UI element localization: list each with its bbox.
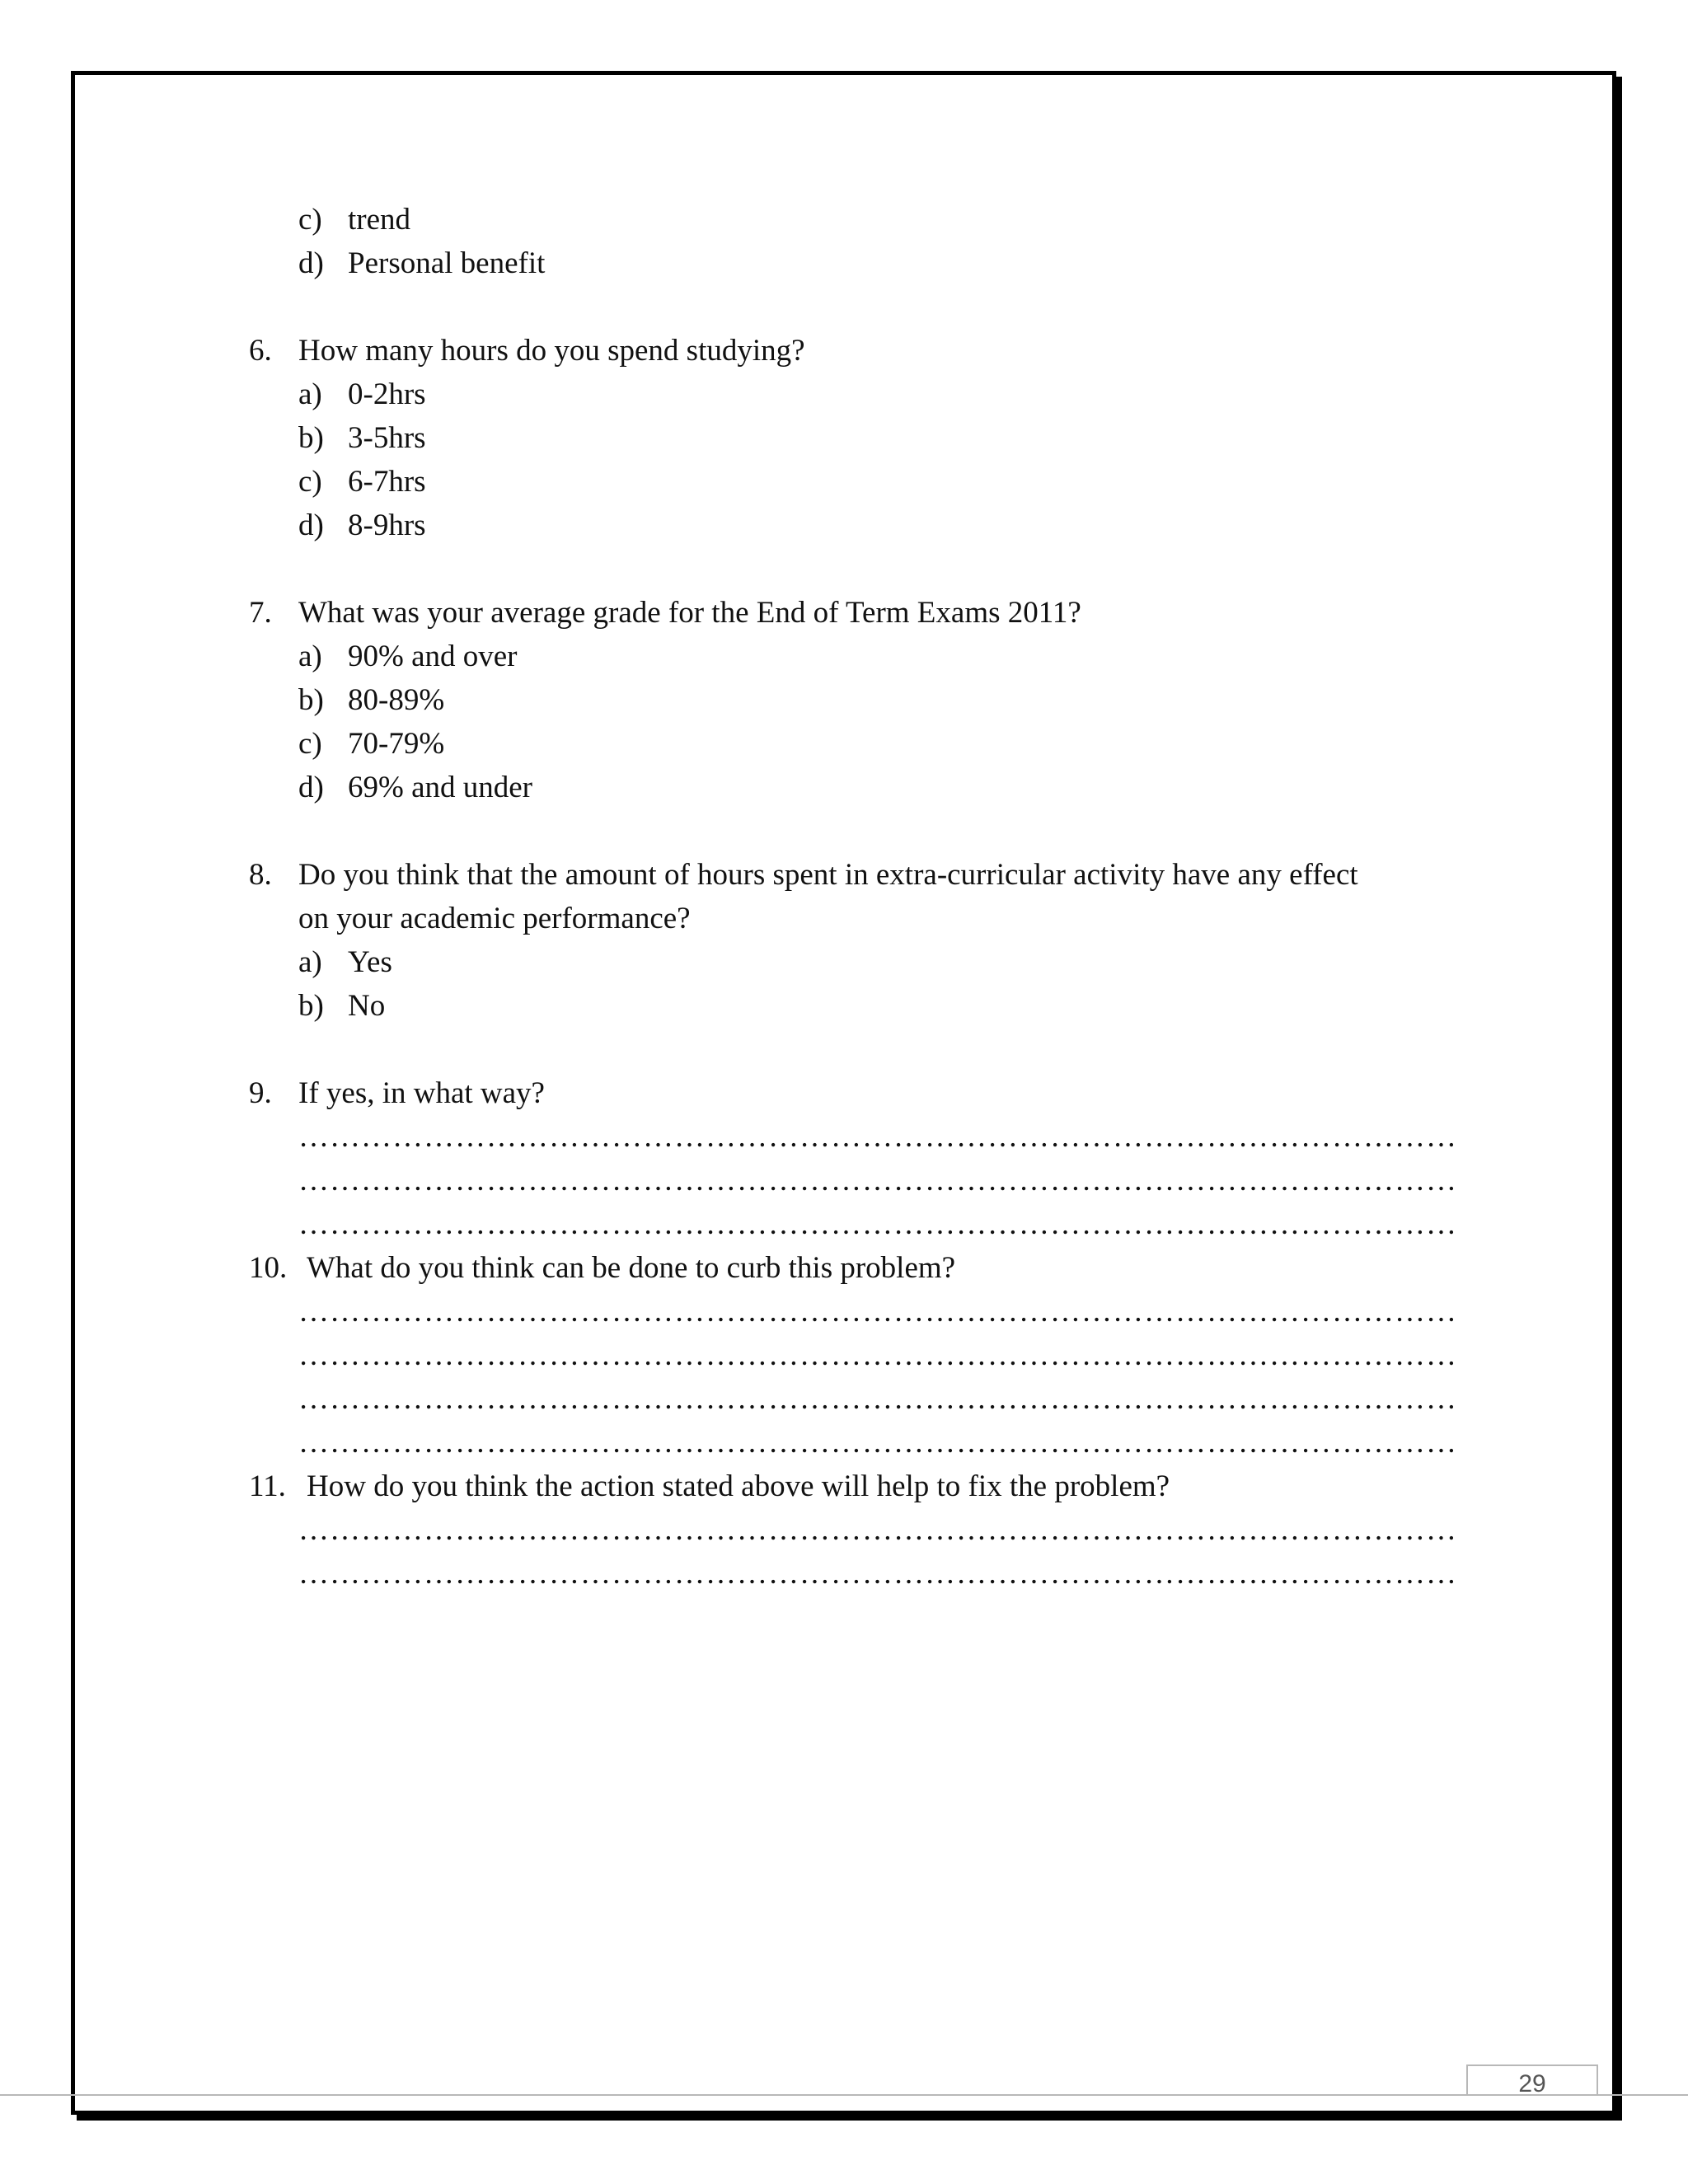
questionnaire-content — [249, 198, 1493, 1596]
option-letter: b) — [298, 989, 324, 1023]
option-row — [249, 241, 1493, 285]
question-9 — [249, 1071, 1493, 1115]
option-letter: b) — [298, 421, 324, 455]
dotted-line[interactable]: ………………………………………………………………………………………………… — [298, 1295, 1457, 1329]
answer-line[interactable] — [249, 1333, 1493, 1377]
option-row — [249, 198, 1493, 241]
question-number: 9. — [249, 1076, 272, 1110]
option-text: 70-79% — [348, 727, 445, 761]
answer-line[interactable] — [249, 1115, 1493, 1159]
option-row — [249, 635, 1493, 678]
question-text: How do you think the action stated above will help to fix the problem? — [307, 1469, 1170, 1503]
answer-line[interactable] — [249, 1552, 1493, 1596]
footer-rule — [0, 2094, 1688, 2096]
option-letter: c) — [298, 203, 322, 237]
question-number: 8. — [249, 858, 272, 892]
dotted-line[interactable]: ………………………………………………………………………………………………… — [298, 1557, 1457, 1591]
dotted-line[interactable]: ………………………………………………………………………………………………… — [298, 1120, 1457, 1154]
dotted-line[interactable]: ………………………………………………………………………………………………… — [298, 1338, 1457, 1372]
option-letter: c) — [298, 465, 322, 499]
option-row — [249, 504, 1493, 547]
option-text: 8-9hrs — [348, 509, 426, 542]
option-text: 90% and over — [348, 640, 518, 673]
option-text: 6-7hrs — [348, 465, 426, 499]
option-text: Personal benefit — [348, 246, 546, 280]
option-row — [249, 984, 1493, 1028]
option-text: Yes — [348, 945, 392, 979]
option-letter: a) — [298, 945, 322, 979]
answer-line[interactable] — [249, 1202, 1493, 1246]
question-number: 7. — [249, 596, 272, 630]
option-letter: b) — [298, 683, 324, 717]
dotted-line[interactable]: ………………………………………………………………………………………………… — [298, 1382, 1457, 1416]
option-text: trend — [348, 203, 411, 237]
question-text: How many hours do you spend studying? — [298, 334, 805, 368]
answer-line[interactable] — [249, 1377, 1493, 1421]
option-letter: a) — [298, 640, 322, 673]
option-row — [249, 373, 1493, 416]
question-text: Do you think that the amount of hours spent in extra-curricular activity have any effect — [298, 858, 1358, 892]
option-row — [249, 678, 1493, 722]
option-text: 0-2hrs — [348, 377, 426, 411]
dotted-line[interactable]: ………………………………………………………………………………………………… — [298, 1207, 1457, 1241]
question-number: 11. — [249, 1469, 286, 1503]
option-text: 69% and under — [348, 771, 532, 804]
question-text: If yes, in what way? — [298, 1076, 545, 1110]
option-text: 3-5hrs — [348, 421, 426, 455]
option-row — [249, 940, 1493, 984]
option-row — [249, 416, 1493, 460]
dotted-line[interactable]: ………………………………………………………………………………………………… — [298, 1513, 1457, 1547]
option-letter: a) — [298, 377, 322, 411]
option-letter: d) — [298, 509, 324, 542]
question-6 — [249, 329, 1493, 373]
question-number: 6. — [249, 334, 272, 368]
question-10 — [249, 1246, 1493, 1290]
answer-line[interactable] — [249, 1159, 1493, 1202]
question-number: 10. — [249, 1251, 288, 1285]
option-text: 80-89% — [348, 683, 445, 717]
answer-line[interactable] — [249, 1421, 1493, 1465]
question-11 — [249, 1465, 1493, 1508]
option-letter: d) — [298, 771, 324, 804]
question-text: What do you think can be done to curb this problem? — [307, 1251, 956, 1285]
dotted-line[interactable]: ………………………………………………………………………………………………… — [298, 1164, 1457, 1197]
option-text: No — [348, 989, 386, 1023]
option-letter: c) — [298, 727, 322, 761]
question-8-continued — [249, 897, 1493, 940]
option-row — [249, 722, 1493, 766]
page-number: 29 — [1466, 2064, 1598, 2094]
answer-line[interactable] — [249, 1290, 1493, 1333]
dotted-line[interactable]: ………………………………………………………………………………………………… — [298, 1426, 1457, 1460]
option-letter: d) — [298, 246, 324, 280]
question-7 — [249, 591, 1493, 635]
option-row — [249, 460, 1493, 504]
question-8 — [249, 853, 1493, 897]
option-row — [249, 766, 1493, 809]
question-text: on your academic performance? — [298, 902, 691, 935]
answer-line[interactable] — [249, 1508, 1493, 1552]
question-text: What was your average grade for the End of Term Exams 2011? — [298, 596, 1081, 630]
